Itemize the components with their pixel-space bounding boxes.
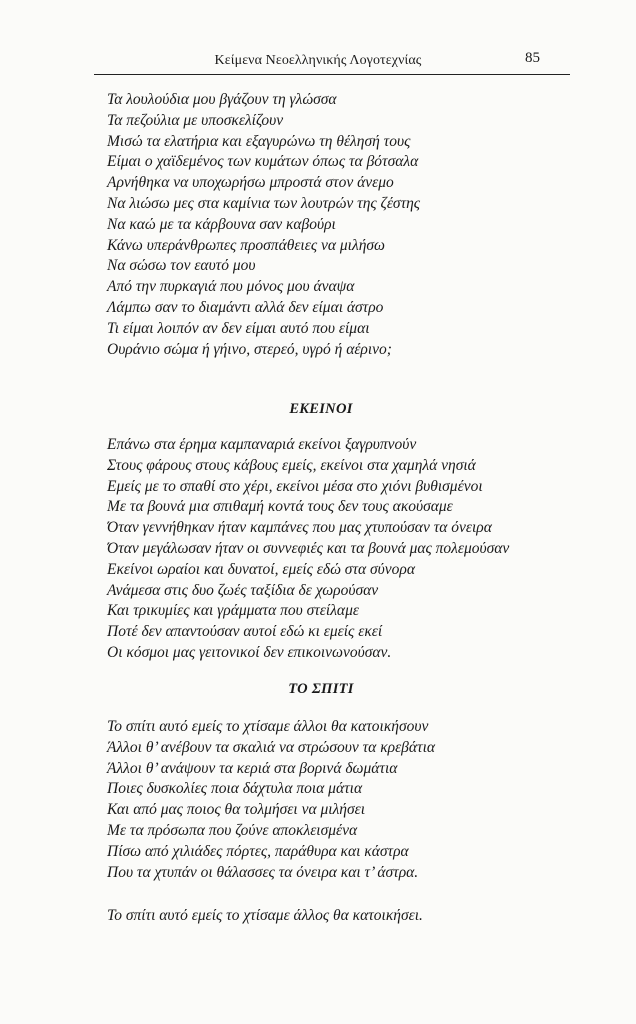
poem-line: Εμείς με το σπαθί στο χέρι, εκείνοι μέσα στο χιόνι βυθισμένοι xyxy=(107,477,483,495)
poem-line: Από την πυρκαγιά που μόνος μου άναψα xyxy=(107,278,355,296)
poem-line: Με τα βουνά μια σπιθαμή κοντά τους δεν τους ακούσαμε xyxy=(107,498,453,516)
poem-line: Στους φάρους στους κάβους εμείς, εκείνοι στα χαμηλά νησιά xyxy=(107,456,476,474)
poem-title-to-spiti: ΤΟ ΣΠΙΤΙ xyxy=(288,681,354,697)
poem-ekeinoi xyxy=(107,435,509,664)
poem-line: Ανάμεσα στις δυο ζωές ταξίδια δε χωρούσαν xyxy=(107,581,379,599)
poem-line: Και από μας ποιος θα τολμήσει να μιλήσει xyxy=(107,801,366,819)
poem-line: Όταν γεννήθηκαν ήταν καμπάνες που μας χτυπούσαν τα όνειρα xyxy=(107,519,492,537)
page-number: 85 xyxy=(525,50,540,66)
poem-line: Το σπίτι αυτό εμείς το χτίσαμε άλλος θα κατοικήσει. xyxy=(107,907,423,924)
poem-line: Ποιες δυσκολίες ποια δάχτυλα ποια μάτια xyxy=(107,780,363,798)
poem-to-spiti xyxy=(107,717,435,883)
poem-line: Άλλοι θ’ ανάψουν τα κεριά στα βορινά δωμάτια xyxy=(107,759,398,777)
poem-line: Είμαι ο χαϊδεμένος των κυμάτων όπως τα βότσαλα xyxy=(107,153,419,171)
poem-line: Να σώσω τον εαυτό μου xyxy=(107,257,256,275)
running-header xyxy=(94,49,570,75)
poem-line: Να λιώσω μες στα καμίνια των λουτρών της ζέστης xyxy=(107,194,421,212)
poem-line: Που τα χτυπάν οι θάλασσες τα όνειρα και τ’ άστρα. xyxy=(107,863,419,881)
poem-line: Και τρικυμίες και γράμματα που στείλαμε xyxy=(107,602,359,620)
poem-line: Λάμπω σαν το διαμάντι αλλά δεν είμαι άστρο xyxy=(107,298,384,316)
poem-line: Οι κόσμοι μας γειτονικοί δεν επικοινωνούσαν. xyxy=(107,643,392,661)
poem-line: Πίσω από χιλιάδες πόρτες, παράθυρα και κάστρα xyxy=(107,842,409,860)
poem-line: Κάνω υπεράνθρωπες προσπάθειες να μιλήσω xyxy=(107,236,385,254)
poem-line: Ποτέ δεν απαντούσαν αυτοί εδώ κι εμείς εκεί xyxy=(107,623,383,641)
poem-line: Εκείνοι ωραίοι και δυνατοί, εμείς εδώ στα σύνορα xyxy=(107,560,415,578)
poem-line: Το σπίτι αυτό εμείς το χτίσαμε άλλοι θα κατοικήσουν xyxy=(107,718,429,735)
poem-line: Να καώ με τα κάρβουνα σαν καβούρι xyxy=(107,215,336,233)
poem-line: Αρνήθηκα να υποχωρήσω μπροστά στον άνεμο xyxy=(107,174,394,192)
poem-line: Επάνω στα έρημα καμπαναριά εκείνοι ξαγρυπνούν xyxy=(107,436,417,453)
poem-untitled xyxy=(107,90,420,360)
header-rule xyxy=(94,74,570,75)
poem-title-ekeinoi: ΕΚΕΙΝΟΙ xyxy=(289,401,353,417)
poem-line: Ουράνιο σώμα ή γήινο, στερεό, υγρό ή αέρινο; xyxy=(107,340,392,358)
poem-line: Άλλοι θ’ ανέβουν τα σκαλιά να στρώσουν τα κρεβάτια xyxy=(107,738,436,756)
poem-line: Με τα πρόσωπα που ζούνε αποκλεισμένα xyxy=(107,821,358,839)
poem-line: Τα λουλούδια μου βγάζουν τη γλώσσα xyxy=(107,91,337,108)
header-title: Κείμενα Νεοελληνικής Λογοτεχνίας xyxy=(214,53,422,68)
poem-line: Τι είμαι λοιπόν αν δεν είμαι αυτό που είμαι xyxy=(107,319,370,337)
poem-line: Τα πεζούλια με υποσκελίζουν xyxy=(107,111,284,129)
poem-to-spiti-final-stanza xyxy=(107,906,423,927)
poem-line: Όταν μεγάλωσαν ήταν οι συννεφιές και τα βουνά μας πολεμούσαν xyxy=(107,539,510,557)
poem-line: Μισώ τα ελατήρια και εξαγυρώνω τη θέλησή τους xyxy=(107,132,411,150)
